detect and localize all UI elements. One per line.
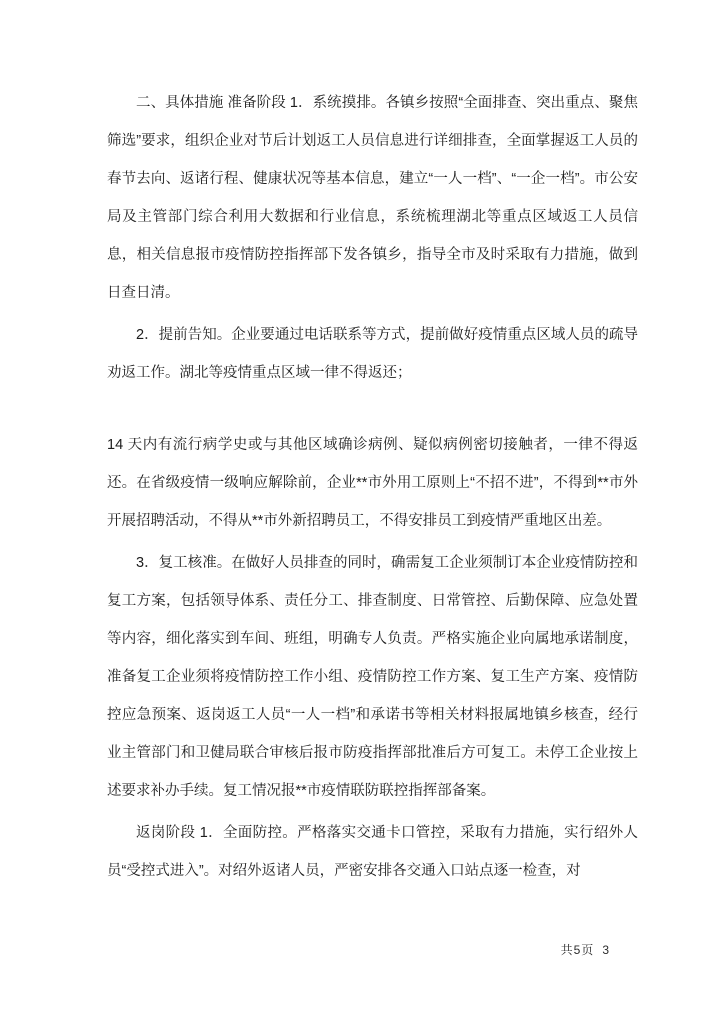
footer-page-number: 3 — [602, 943, 610, 957]
paragraph-measures-system-check: 二、具体措施 准备阶段 1．系统摸排。各镇乡按照“全面排查、突出重点、聚焦筛选”要求，组织企业对节后计划返工人员信息进行详细排查，全面掌握返工人员的春节去向、返诸行程、健康状况等基本信息，建立“一人一档”、“一企一档”。市公安局及主管部门综合利用大数据和行业信息，系统梳理湖北等重点区域返工人员信息，相关信息报市疫情防控指挥部下发各镇乡，指导全市及时采取有力措施，做到日查日清。 — [107, 95, 638, 301]
paragraph-work-resumption-approval: 3．复工核准。在做好人员排查的同时，确需复工企业须制订本企业疫情防控和复工方案，包括领导体系、责任分工、排查制度、日常管控、后勤保障、应急处置等内容，细化落实到车间、班组，明确专人负责。严格实施企业向属地承诺制度，准备复工企业须将疫情防控工作小组、疫情防控工作方案、复工生产方案、疫情防控应急预案、返岗返工人员“一人一档”和承诺书等相关材料报属地镇乡核查，经行业主管部门和卫健局联合审核后报市防疫指挥部批准后方可复工。未停工企业按上述要求补办手续。复工情况报**市疫情联防联控指挥部备案。 — [107, 555, 638, 799]
paragraph-return-phase-control: 返岗阶段 1．全面防控。严格落实交通卡口管控，采取有力措施，实行绍外人员“受控式进入”。对绍外返诸人员，严密安排各交通入口站点逐一检查，对 — [107, 825, 638, 879]
paragraph-advance-notice: 2．提前告知。企业要通过电话联系等方式，提前做好疫情重点区域人员的疏导劝返工作。湖北等疫情重点区域一律不得返还； — [107, 327, 638, 381]
blank-line-spacer — [107, 396, 638, 426]
page-footer — [561, 941, 610, 958]
document-body — [107, 84, 638, 894]
paragraph-epidemiology-restrictions: 14 天内有流行病学史或与其他区域确诊病例、疑似病例密切接触者，一律不得返还。在省级疫情一级响应解除前，企业**市外用工原则上“不招不进”，不得到**市外开展招聘活动，不得从**市外新招聘员工，不得安排员工到疫情严重地区出差。 — [107, 437, 638, 529]
footer-total-pages: 共5页 — [560, 943, 595, 957]
